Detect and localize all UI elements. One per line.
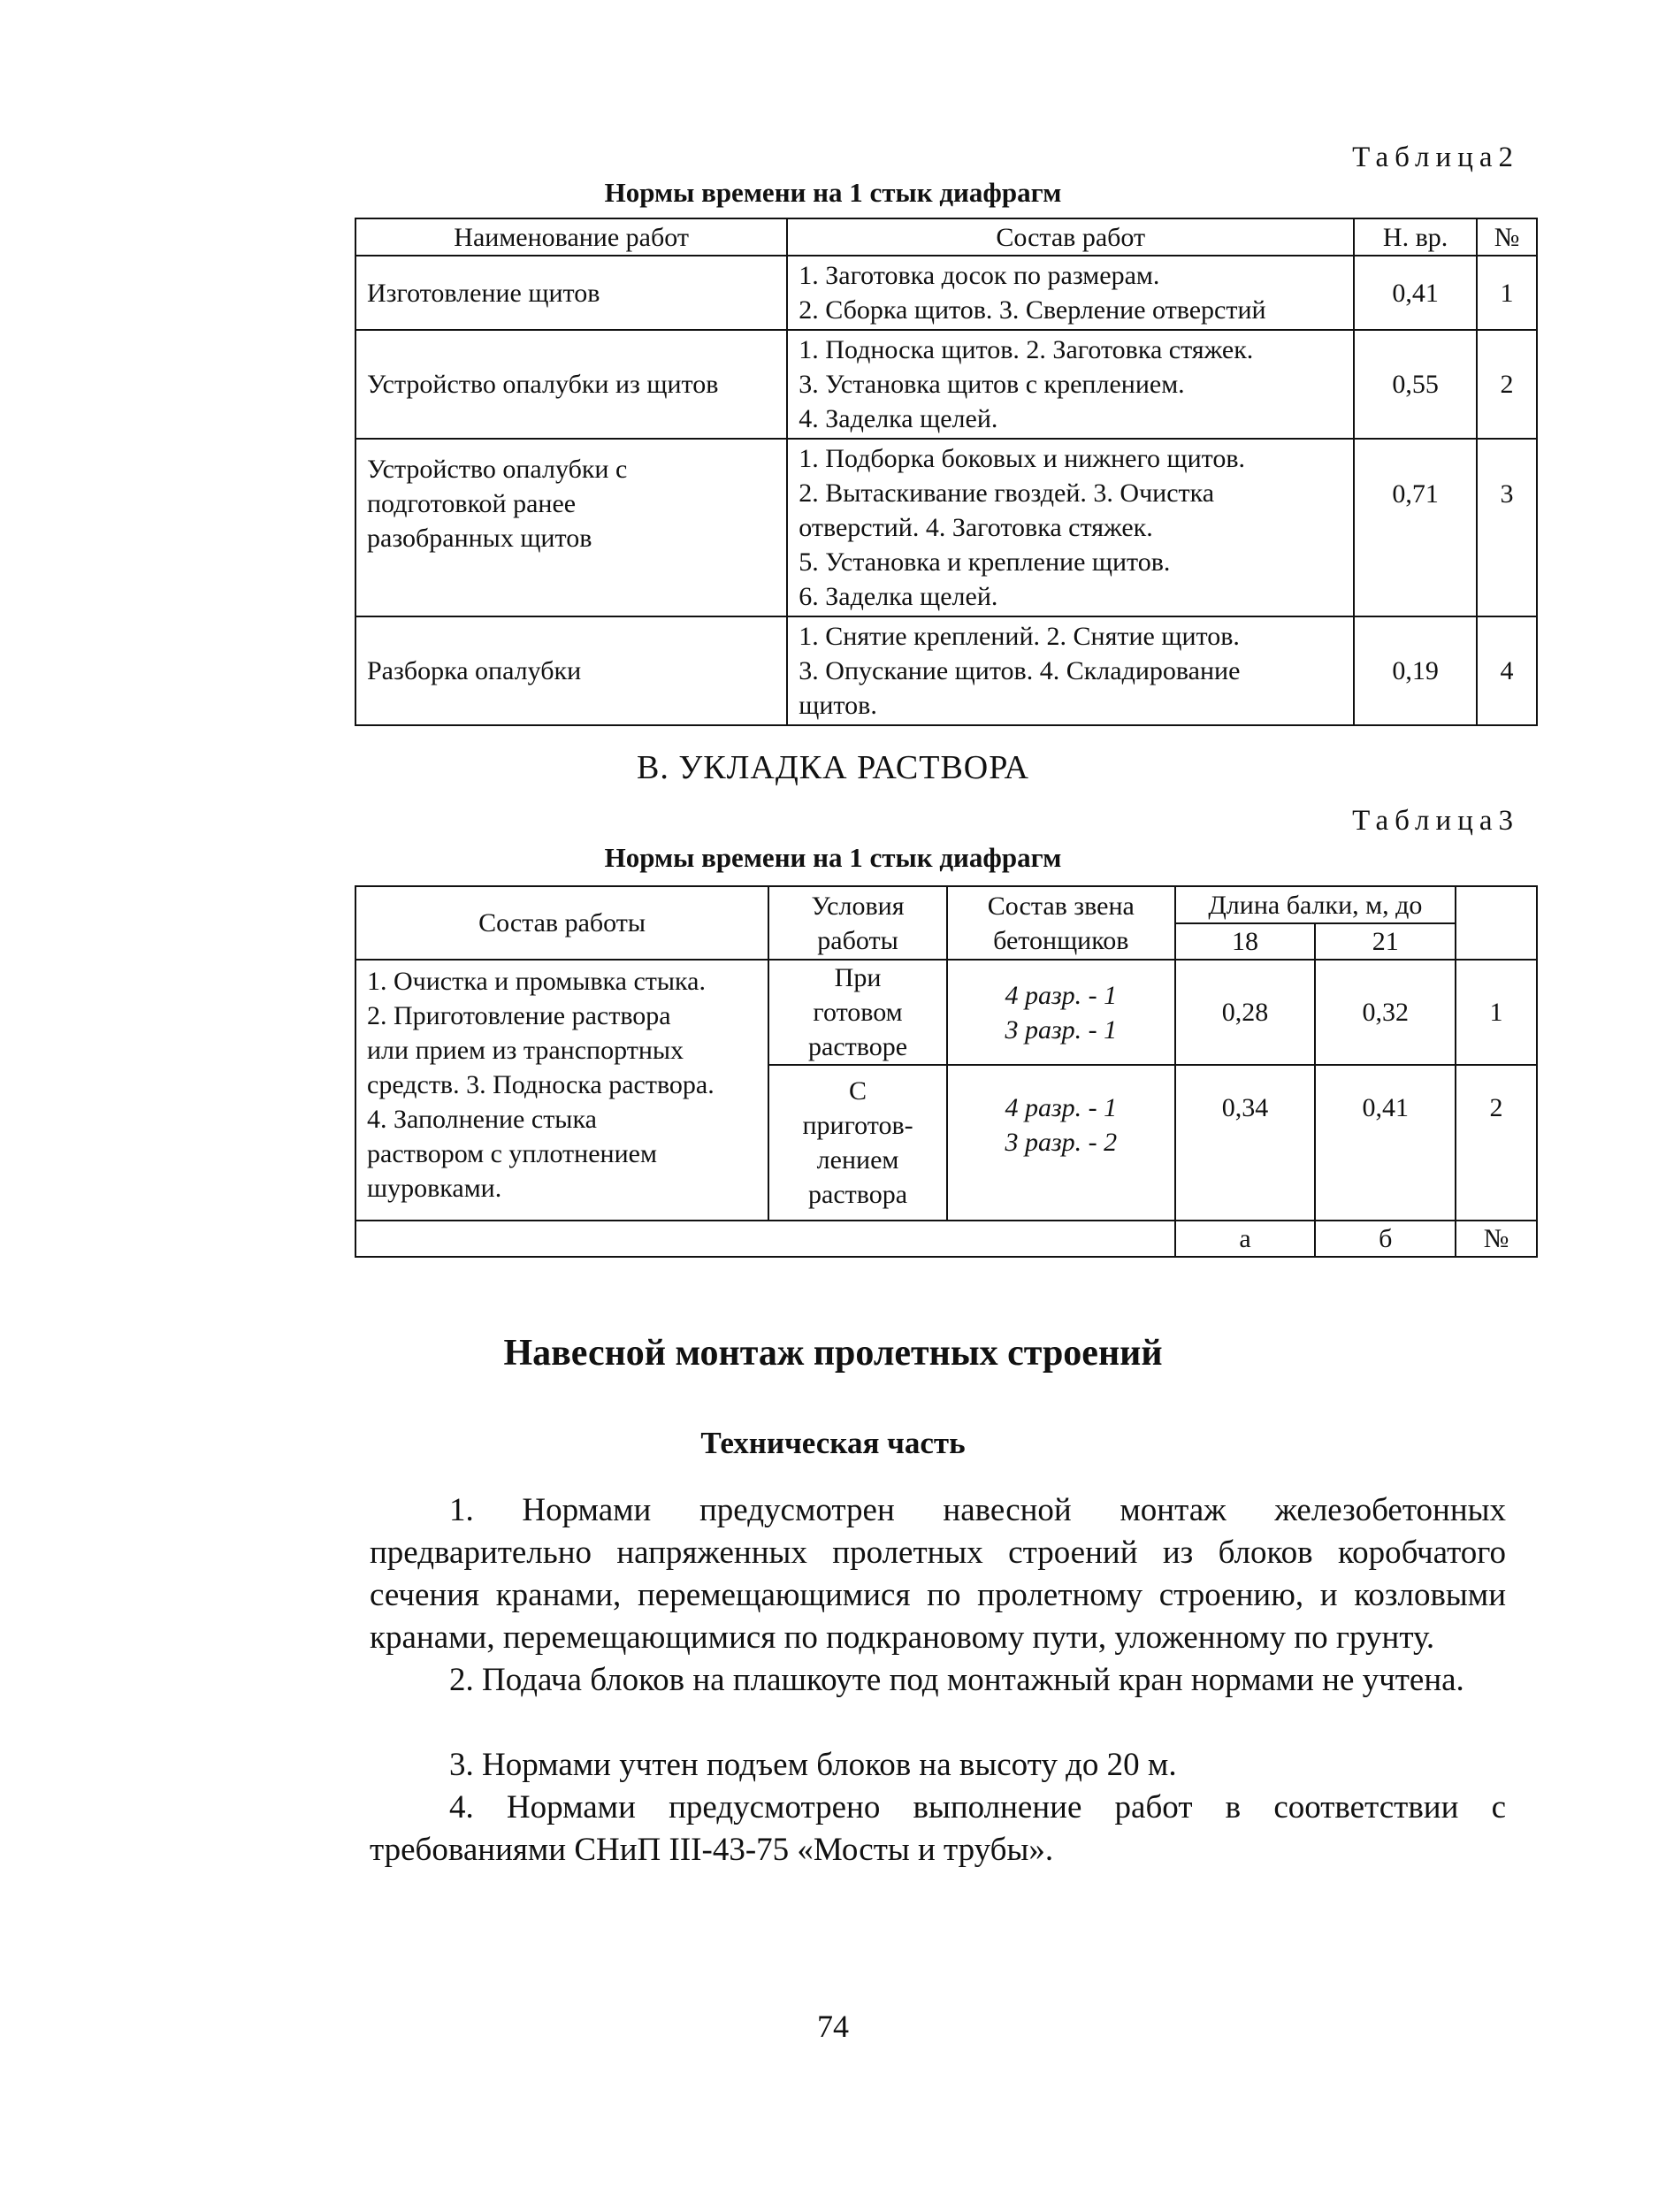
text-line: 3. Установка щитов с креплением.: [799, 370, 1185, 399]
table3-cell-sostav: [355, 960, 768, 1221]
text-line: Устройство опалубки из щитов: [367, 370, 719, 399]
table3-cell-21: 0,32: [1315, 960, 1456, 1065]
paragraph-text: 3. Нормами учтен подъем блоков на высоту до 20 м.: [449, 1747, 1177, 1783]
table3-header-18: 18: [1175, 923, 1316, 960]
table3-cell-num: 2: [1456, 1065, 1537, 1221]
table3-cell-usloviya: [768, 1065, 947, 1221]
text-line: 6. Заделка щелей.: [799, 582, 998, 611]
text-line: 1. Подноска щитов. 2. Заготовка стяжек.: [799, 335, 1254, 364]
table3-footer-b: б: [1315, 1221, 1456, 1257]
paragraph-3: [370, 1744, 1506, 1787]
text-line: 3. Опускание щитов. 4. Складирование: [799, 656, 1241, 685]
table2-header-sostav: Состав работ: [787, 218, 1354, 256]
text-line: шуровками.: [367, 1174, 502, 1203]
table3-cell-usloviya: [768, 960, 947, 1065]
table2-cell-num: 1: [1477, 256, 1537, 330]
paragraph-2: [370, 1659, 1506, 1702]
paragraph-text: 4. Нормами предусмотрено выполнение работ в соответствии с требованиями СНиП III-43-75 «Мосты и трубы».: [370, 1789, 1506, 1868]
table2-cell-sostav: [787, 330, 1354, 439]
table3-header-sostav: Состав работы: [355, 886, 768, 960]
paragraph-text: 2. Подача блоков на плашкоуте под монтажный кран нормами не учтена.: [449, 1662, 1464, 1698]
table3-footer-empty: [355, 1221, 1175, 1257]
text-line: разобранных щитов: [367, 524, 592, 553]
table3-header-21: 21: [1315, 923, 1456, 960]
table3-label: Таблица3: [1352, 805, 1519, 837]
table2-cell-name: [355, 439, 787, 616]
table-row: [355, 330, 1537, 439]
table3-cell-18: 0,28: [1175, 960, 1316, 1065]
paragraph-text: 1. Нормами предусмотрен навесной монтаж железобетонных предварительно напряженных пролетных строений из блоков коробчатого сечения кранами, перемещающимися по пролетному строению, и козловыми кранами, перемещающимися по подкрановому пути, уложенному по грунту.: [370, 1492, 1506, 1656]
table2-header-row: [355, 218, 1537, 256]
text-line: отверстий. 4. Заготовка стяжек.: [799, 513, 1153, 542]
table2-cell-num: 3: [1477, 439, 1537, 616]
table3-header-usloviya: [768, 886, 947, 960]
table3-header-row: [355, 886, 1537, 923]
text-line: Условия: [811, 891, 905, 921]
text-line: 1. Снятие креплений. 2. Снятие щитов.: [799, 622, 1240, 651]
table3-cell-num: 1: [1456, 960, 1537, 1065]
table2-cell-sostav: [787, 256, 1354, 330]
table2-cell-num: 2: [1477, 330, 1537, 439]
table3-cell-18: 0,34: [1175, 1065, 1316, 1221]
text-line: 2. Вытаскивание гвоздей. 3. Очистка: [799, 478, 1215, 508]
subheading-wrap: [0, 1426, 1666, 1461]
text-line: 2. Приготовление раствора: [367, 1001, 671, 1030]
paragraph-1: [370, 1489, 1506, 1659]
table3-header-zveno: [947, 886, 1175, 960]
paragraph-4: [370, 1787, 1506, 1871]
text-line: 5. Установка и крепление щитов.: [799, 547, 1171, 577]
text-line: 4 разр. - 1: [1005, 980, 1118, 1010]
text-line: 4 разр. - 1: [1005, 1093, 1118, 1122]
table2-cell-name: [355, 330, 787, 439]
table2-cell-sostav: [787, 439, 1354, 616]
text-line: лением: [816, 1145, 899, 1175]
text-line: средств. 3. Подноска раствора.: [367, 1070, 715, 1099]
table-row: [355, 439, 1537, 616]
text-line: раствора: [808, 1180, 908, 1209]
text-line: или прием из транспортных: [367, 1036, 684, 1065]
table2: [355, 218, 1538, 726]
section-heading-wrap: [0, 1332, 1666, 1374]
table2-cell-sostav: [787, 616, 1354, 725]
text-line: Разборка опалубки: [367, 656, 582, 685]
table2-cell-num: 4: [1477, 616, 1537, 725]
text-line: 3 разр. - 1: [1005, 1014, 1118, 1045]
text-line: 3 разр. - 2: [1005, 1128, 1118, 1157]
text-line: 1. Заготовка досок по размерам.: [799, 261, 1160, 290]
table3-cell-21: 0,41: [1315, 1065, 1456, 1221]
text-line: Состав звена: [987, 891, 1135, 921]
text-line: щитов.: [799, 691, 877, 720]
section-b-title: В. УКЛАДКА РАСТВОРА: [637, 749, 1029, 786]
table2-label: Таблица2: [1352, 142, 1519, 173]
page-number: 74: [817, 2009, 849, 2044]
table-row: [355, 256, 1537, 330]
text-line: подготовкой ранее: [367, 489, 577, 518]
table2-header-nvr: Н. вр.: [1354, 218, 1477, 256]
table3-caption: Нормы времени на 1 стык диафрагм: [604, 842, 1062, 873]
table3-footer-row: [355, 1221, 1537, 1257]
text-line: С: [849, 1076, 867, 1106]
text-line: Устройство опалубки с: [367, 455, 628, 484]
text-line: 1. Очистка и промывка стыка.: [367, 967, 706, 996]
table2-caption: Нормы времени на 1 стык диафрагм: [604, 177, 1062, 208]
text-line: приготов-: [802, 1111, 913, 1140]
text-line: растворе: [808, 1032, 908, 1061]
text-line: 4. Заделка щелей.: [799, 404, 998, 433]
text-line: бетонщиков: [993, 925, 1129, 955]
text-line: 4. Заполнение стыка: [367, 1105, 597, 1134]
text-line: 1. Подборка боковых и нижнего щитов.: [799, 444, 1246, 473]
table2-cell-name: [355, 256, 787, 330]
table2-header-name: Наименование работ: [355, 218, 787, 256]
table3-cell-zveno: [947, 1065, 1175, 1221]
table2-cell-nvr: 0,19: [1354, 616, 1477, 725]
table3-header-empty: [1456, 886, 1537, 960]
table2-cell-name: [355, 616, 787, 725]
table3-footer-num: №: [1456, 1221, 1537, 1257]
text-line: раствором с уплотнением: [367, 1139, 657, 1168]
table3: [355, 885, 1538, 1258]
table3-cell-zveno: [947, 960, 1175, 1065]
table2-cell-nvr: 0,55: [1354, 330, 1477, 439]
table-row: [355, 616, 1537, 725]
table3-footer-a: а: [1175, 1221, 1316, 1257]
text-line: При: [834, 963, 882, 992]
table-row: [355, 960, 1537, 1065]
table2-header-num: №: [1477, 218, 1537, 256]
text-line: 2. Сборка щитов. 3. Сверление отверстий: [799, 295, 1266, 325]
section-heading: Навесной монтаж пролетных строений: [503, 1333, 1163, 1374]
text-line: работы: [817, 925, 898, 955]
table2-cell-nvr: 0,71: [1354, 439, 1477, 616]
table3-header-dlina: Длина балки, м, до: [1175, 886, 1456, 923]
text-line: готовом: [813, 998, 903, 1027]
text-line: Изготовление щитов: [367, 278, 600, 308]
table2-cell-nvr: 0,41: [1354, 256, 1477, 330]
subheading: Техническая часть: [700, 1426, 966, 1460]
